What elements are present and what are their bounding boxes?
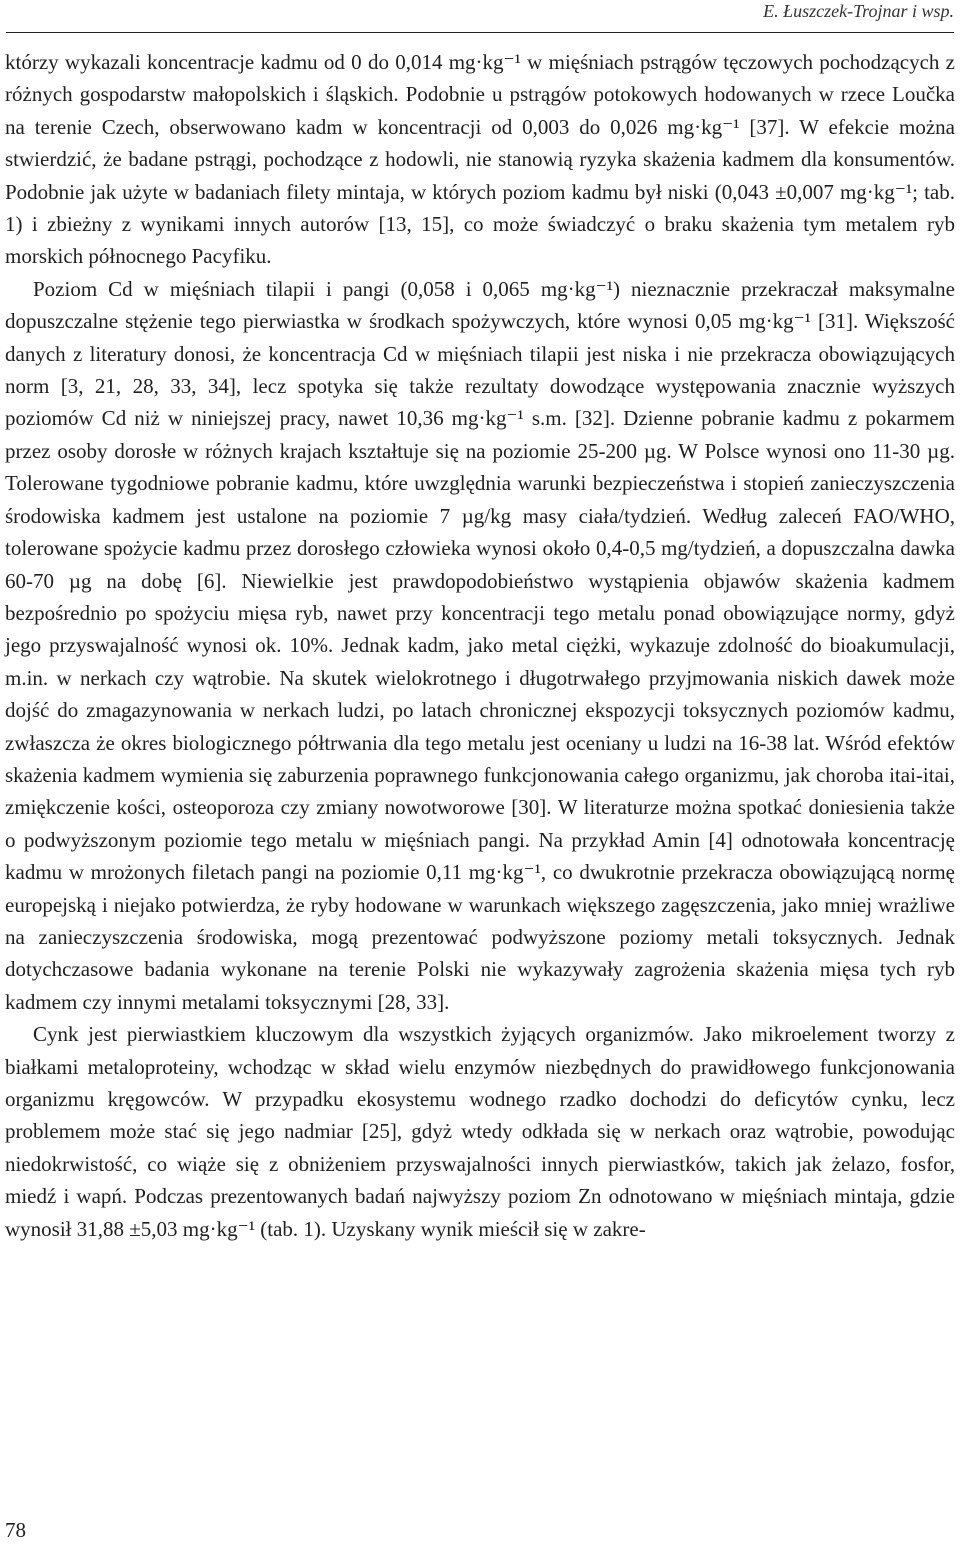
paragraph-continuation: którzy wykazali koncentracje kadmu od 0 do 0,014 mg·kg⁻¹ w mięśniach pstrągów tęczowych pochodzących z różnych gospodarstw małopolskich i śląskich. Podobnie u pstrągów potokowych hodowanych w rzece Loučka na terenie Czech, obserwowano kadm w koncentracji od 0,003 do 0,026 mg·kg⁻¹ [37]. W efekcie można stwierdzić, że badane pstrągi, pochodzące z hodowli, nie stanowią ryzyka skażenia kadmem dla konsumentów. Podobnie jak użyte w badaniach filety mintaja, w których poziom kadmu był niski (0,043 ±0,007 mg·kg⁻¹; tab. 1) i zbieżny z wynikami innych autorów [13, 15], co może świadczyć o braku skażenia tym metalem ryb morskich północnego Pacyfiku. xyxy=(5,50,955,269)
page-number: 78 xyxy=(5,1518,26,1542)
running-header: E. Łuszczek-Trojnar i wsp. xyxy=(763,1,954,21)
header-rule xyxy=(6,32,954,33)
paragraph-zinc: Cynk jest pierwiastkiem kluczowym dla wszystkich żyjących organizmów. Jako mikroelement tworzy z białkami metaloproteiny, wchodząc w skład wielu enzymów niezbędnych do prawidłowego funkcjonowania organizmu kręgowców. W przypadku ekosystemu wodnego rzadko dochodzi do deficytów cynku, lecz problemem może stać się jego nadmiar [25], gdyż wtedy odkłada się w nerkach oraz wątrobie, powodując niedokrwistość, co wiąże się z obniżeniem przyswajalności innych pierwiastków, takich jak żelazo, fosfor, miedź i wapń. Podczas prezentowanych badań najwyższy poziom Zn odnotowano w mięśniach mintaja, gdzie wynosił 31,88 ±5,03 mg·kg⁻¹ (tab. 1). Uzyskany wynik mieścił się w zakre- xyxy=(5,1022,955,1241)
body-text xyxy=(5,46,955,1245)
paragraph-cadmium: Poziom Cd w mięśniach tilapii i pangi (0,058 i 0,065 mg·kg⁻¹) nieznacznie przekraczał maksymalne dopuszczalne stężenie tego pierwiastka w środkach spożywczych, które wynosi 0,05 mg·kg⁻¹ [31]. Większość danych z literatury donosi, że koncentracja Cd w mięśniach tilapii jest niska i nie przekracza obowiązujących norm [3, 21, 28, 33, 34], lecz spotyka się także rezultaty dowodzące występowania znacznie wyższych poziomów Cd niż w niniejszej pracy, nawet 10,36 mg·kg⁻¹ s.m. [32]. Dzienne pobranie kadmu z pokarmem przez osoby dorosłe w różnych krajach kształtuje się na poziomie 25-200 µg. W Polsce wynosi ono 11-30 µg. Tolerowane tygodniowe pobranie kadmu, które uwzględnia warunki bezpieczeństwa i stopień zanieczyszczenia środowiska kadmem jest ustalone na poziomie 7 µg/kg masy ciała/tydzień. Według zaleceń FAO/WHO, tolerowane spożycie kadmu przez dorosłego człowieka wynosi około 0,4-0,5 mg/tydzień, a dopuszczalna dawka 60-70 µg na dobę [6]. Niewielkie jest prawdopodobieństwo wystąpienia objawów skażenia kadmem bezpośrednio po spożyciu mięsa ryb, nawet przy koncentracji tego metalu ponad obowiązujące normy, gdyż jego przyswajalność wynosi ok. 10%. Jednak kadm, jako metal ciężki, wykazuje zdolność do bioakumulacji, m.in. w nerkach czy wątrobie. Na skutek wielokrotnego i długotrwałego przyjmowania niskich dawek może dojść do zmagazynowania w nerkach ludzi, po latach chronicznej ekspozycji toksycznych poziomów kadmu, zwłaszcza że okres biologicznego półtrwania dla tego metalu jest oceniany u ludzi na 16-38 lat. Wśród efektów skażenia kadmem wymienia się zaburzenia poprawnego funkcjonowania całego organizmu, jak choroba itai-itai, zmiękczenie kości, osteoporoza czy zmiany nowotworowe [30]. W literaturze można spotkać doniesienia także o podwyższonym poziomie tego metalu w mięśniach pangi. Na przykład Amin [4] odnotowała koncentrację kadmu w mrożonych filetach pangi na poziomie 0,11 mg·kg⁻¹, co dwukrotnie przekracza obowiązującą normę europejską i niejako potwierdza, że ryby hodowane w warunkach większego zagęszczenia, jako mniej wrażliwe na zanieczyszczenia środowiska, mogą prezentować podwyższone poziomy metali toksycznych. Jednak dotychczasowe badania wykonane na terenie Polski nie wykazywały zagrożenia skażenia mięsa tych ryb kadmem czy innymi metalami toksycznymi [28, 33]. xyxy=(5,276,955,1014)
